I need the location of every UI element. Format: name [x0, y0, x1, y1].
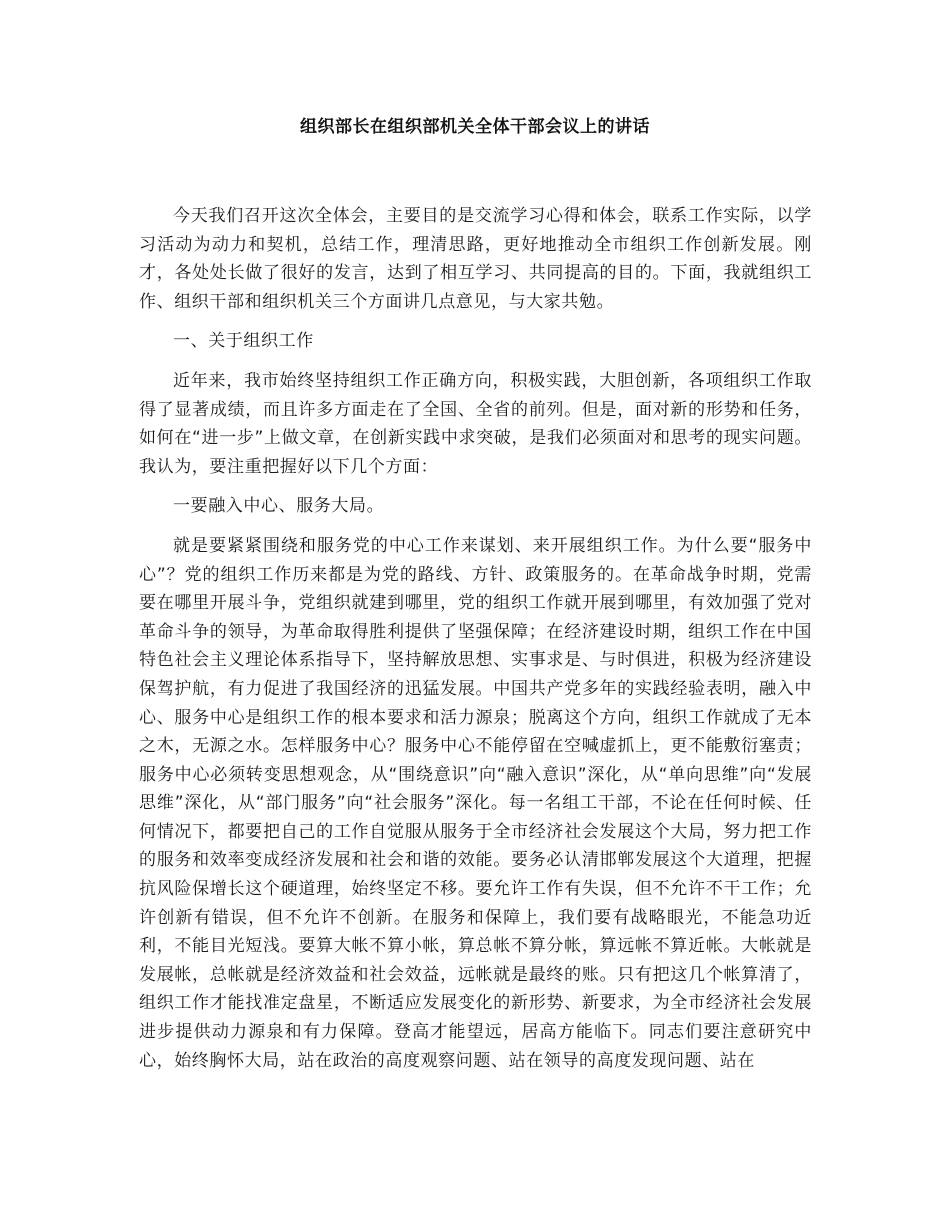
paragraph-recent-years: 近年来，我市始终坚持组织工作正确方向，积极实践，大胆创新，各项组织工作取得了显著成绩，而且许多方面走在了全国、全省的前列。但是，面对新的形势和任务，如何在“进一步”上做文章，在创新实践中求突破，是我们必须面对和思考的现实问题。我认为，要注重把握好以下几个方面： — [139, 370, 812, 477]
subheading-serve-center: 一要融入中心、服务大局。 — [173, 496, 385, 517]
section-heading-organization-work: 一、关于组织工作 — [173, 331, 314, 352]
paragraph-serve-center: 就是要紧紧围绕和服务党的中心工作来谋划、来开展组织工作。为什么要“服务中心”？党的组织工作历来都是为党的路线、方针、政策服务的。在革命战争时期，党需要在哪里开展斗争，党组织就建到哪里，党的组织工作就开展到哪里，有效加强了党对革命斗争的领导，为革命取得胜利提供了坚强保障；在经济建设时期，组织工作在中国特色社会主义理论体系指导下，坚持解放思想、实事求是、与时俱进，积极为经济建设保驾护航，有力促进了我国经济的迅猛发展。中国共产党多年的实践经验表明，融入中心、服务中心是组织工作的根本要求和活力源泉；脱离这个方向，组织工作就成了无本之木，无源之水。怎样服务中心？服务中心不能停留在空喊虚抓上，更不能敷衍塞责；服务中心必须转变思想观念，从“围绕意识”向“融入意识”深化，从“单向思维”向“发展思维”深化，从“部门服务”向“社会服务”深化。每一名组工干部，不论在任何时候、任何情况下，都要把自己的工作自觉服从服务于全市经济社会发展这个大局，努力把工作的服务和效率变成经济发展和社会和谐的效能。要务必认清邯郸发展这个大道理，把握抗风险保增长这个硬道理，始终坚定不移。要允许工作有失误，但不允许不干工作；允许创新有错误，但不允许不创新。在服务和保障上，我们要有战略眼光，不能急功近利，不能目光短浅。要算大帐不算小帐，算总帐不算分帐，算远帐不算近帐。大帐就是发展帐，总帐就是经济效益和社会效益，远帐就是最终的账。只有把这几个帐算清了，组织工作才能找准定盘星，不断适应发展变化的新形势、新要求，为全市经济社会发展进步提供动力源泉和有力保障。登高才能望远，居高方能临下。同志们要注意研究中心，始终胸怀大局，站在政治的高度观察问题、站在领导的高度发现问题、站在 — [139, 535, 812, 1071]
document-body — [139, 202, 812, 1075]
document-title: 组织部长在组织部机关全体干部会议上的讲话 — [300, 117, 650, 137]
paragraph-opening: 今天我们召开这次全体会，主要目的是交流学习心得和体会，联系工作实际，以学习活动为动力和契机，总结工作，理清思路，更好地推动全市组织工作创新发展。刚才，各处处长做了很好的发言，达到了相互学习、共同提高的目的。下面，我就组织工作、组织干部和组织机关三个方面讲几点意见，与大家共勉。 — [139, 206, 812, 312]
